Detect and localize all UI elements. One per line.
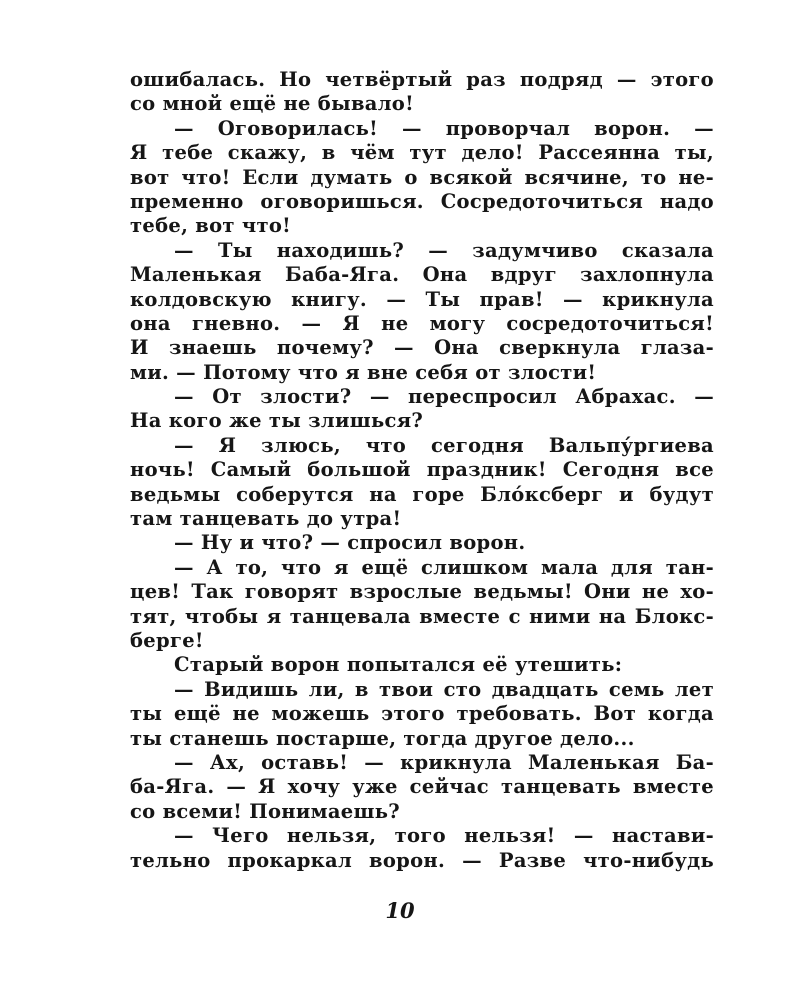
page-number: 10 <box>385 898 415 923</box>
text-line: — Ну и что? — спросил ворон. <box>174 531 526 555</box>
text-line: тят, чтобы я танцевала вместе с ними на Блокс- <box>130 604 714 628</box>
text-line: берге! <box>130 628 204 652</box>
text-line: — Видишь ли, в твои сто двадцать семь лет <box>174 677 714 701</box>
text-line: ба-Яга. — Я хочу уже сейчас танцевать вместе <box>130 775 714 799</box>
text-line: — Чего нельзя, того нельзя! — настави- <box>174 824 714 848</box>
text-line: там танцевать до утра! <box>130 507 402 531</box>
text-line: пременно оговоришься. Сосредоточиться надо <box>130 189 714 213</box>
text-line: И знаешь почему? — Она сверкнула глаза- <box>130 336 714 360</box>
text-line: — Ты находишь? — задумчиво сказала <box>174 238 714 262</box>
text-line: ты станешь постарше, тогда другое дело... <box>130 726 635 750</box>
text-line: колдовскую книгу. — Ты прав! — крикнула <box>130 287 714 311</box>
text-line: вот что! Если думать о всякой всячине, то не- <box>130 165 714 189</box>
text-line: со всеми! Понимаешь? <box>130 799 401 823</box>
text-line: — Я злюсь, что сегодня Вальпу́ргиева <box>174 433 714 457</box>
text-line: — А то, что я ещё слишком мала для тан- <box>174 555 714 579</box>
text-line: — Оговорилась! — проворчал ворон. — <box>174 116 714 140</box>
text-line: ми. — Потому что я вне себя от злости! <box>130 360 597 384</box>
text-line: тельно прокаркал ворон. — Разве что-нибудь <box>130 848 714 872</box>
text-line: тебе, вот что! <box>130 214 292 238</box>
text-line: ты ещё не можешь этого требовать. Вот когда <box>130 702 714 726</box>
text-line: — Ах, оставь! — крикнула Маленькая Ба- <box>174 750 714 774</box>
body-text <box>130 68 714 873</box>
text-line: цев! Так говорят взрослые ведьмы! Они не хо- <box>130 580 714 604</box>
text-line: ошибалась. Но четвёртый раз подряд — этого <box>130 68 714 91</box>
text-line: ведьмы соберутся на горе Бло́ксберг и будут <box>130 482 714 506</box>
text-line: она гневно. — Я не могу сосредоточиться! <box>130 311 714 335</box>
text-line: На кого же ты злишься? <box>130 409 424 433</box>
text-line: ночь! Самый большой праздник! Сегодня все <box>130 458 714 482</box>
text-line: — От злости? — переспросил Абрахас. — <box>174 385 714 409</box>
text-line: Старый ворон попытался её утешить: <box>174 653 623 677</box>
text-line: со мной ещё не бывало! <box>130 92 414 116</box>
text-line: Маленькая Баба-Яга. Она вдруг захлопнула <box>130 263 714 287</box>
text-line: Я тебе скажу, в чём тут дело! Рассеянна ты, <box>130 141 714 165</box>
